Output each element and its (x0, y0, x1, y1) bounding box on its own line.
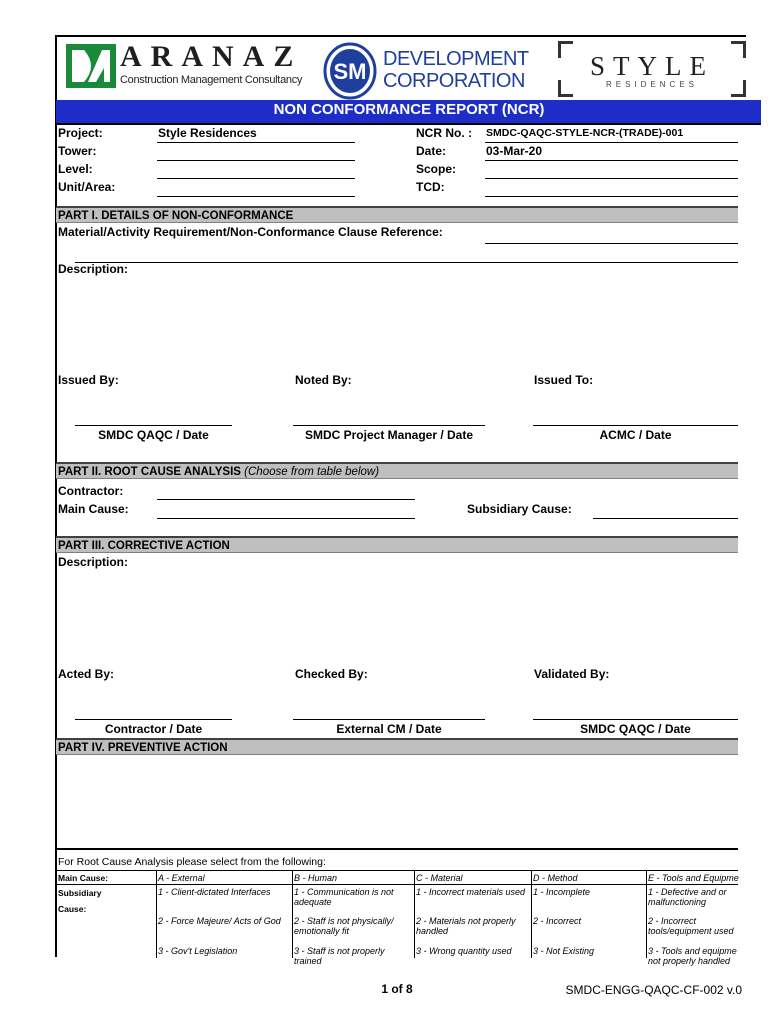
date-value: 03-Mar-20 (486, 144, 543, 158)
aranaz-logo (66, 40, 303, 92)
sm-development-logo (323, 42, 529, 100)
rc-cell-1b: 1 - Communication is not adequate (294, 887, 394, 907)
part4-bottom-rule (56, 848, 738, 850)
rc-cell-2e: 2 - Incorrect tools/equipment used (648, 916, 734, 936)
noted-by-label: Noted By: (295, 373, 352, 387)
unit-area-label: Unit/Area: (58, 180, 116, 194)
frame-left (55, 35, 57, 957)
rc-cell-1e: 1 - Defective and or malfunctioning (648, 887, 727, 907)
part3-sig1-line (75, 719, 232, 720)
project-label: Project: (58, 126, 103, 140)
style-name: STYLE (590, 51, 714, 81)
rc-header-b: B - Human (294, 873, 338, 883)
aranaz-name: ARANAZ (120, 40, 303, 73)
rc-subsidiary-label-1: Subsidiary (58, 888, 102, 898)
rc-cell-2b: 2 - Staff is not physically/ emotionally fit (294, 916, 394, 936)
aranaz-logo-mark (66, 44, 116, 88)
report-title-bar (56, 100, 761, 125)
sm-line1: DEVELOPMENT (383, 48, 529, 70)
main-cause-label: Main Cause: (58, 502, 129, 516)
part2-heading (56, 462, 738, 479)
document-code: SMDC-ENGG-QAQC-CF-002 v.0 (565, 983, 742, 997)
sm-logo-mark (323, 42, 377, 100)
rc-header-d: D - Method (533, 873, 578, 883)
part3-sig2-line (293, 719, 485, 720)
rc-row3-clip (156, 944, 738, 966)
part4-heading: PART IV. PREVENTIVE ACTION (56, 738, 738, 755)
rc-header-e: E - Tools and Equipme (648, 873, 739, 883)
project-value: Style Residences (158, 126, 257, 140)
date-underline (485, 160, 738, 161)
part1-description-label: Description: (58, 262, 129, 276)
rc-cell-2a: 2 - Force Majeure/ Acts of God (158, 916, 281, 926)
svg-text:SM: SM (333, 59, 367, 84)
rc-top-rule (56, 870, 738, 871)
rc-cell-1a: 1 - Client-dictated Interfaces (158, 887, 271, 897)
subsidiary-cause-label: Subsidiary Cause: (467, 502, 572, 516)
rc-header-c: C - Material (416, 873, 463, 883)
checked-by-label: Checked By: (295, 667, 368, 681)
unit-area-underline (157, 196, 355, 197)
rc-cell-3e: 3 - Tools and equipme not properly handled (648, 946, 737, 966)
rc-cell-1c: 1 - Incorrect materials used (416, 887, 526, 897)
scope-underline (485, 178, 738, 179)
tcd-underline (485, 196, 738, 197)
part3-description-label: Description: (58, 555, 129, 569)
part3-sig3-caption: SMDC QAQC / Date (580, 722, 691, 736)
subsidiary-cause-underline (593, 518, 738, 519)
contractor-underline (157, 499, 415, 500)
part2-heading-text: PART II. ROOT CAUSE ANALYSIS (58, 466, 241, 478)
rc-cell-3d: 3 - Not Existing (533, 946, 595, 956)
part1-sig3-line (533, 425, 738, 426)
tcd-label: TCD: (416, 180, 445, 194)
part1-heading: PART I. DETAILS OF NON-CONFORMANCE (56, 206, 738, 223)
part1-sig3-caption: ACMC / Date (599, 428, 672, 442)
rc-cell-2d: 2 - Incorrect (533, 916, 582, 926)
clause-reference-label: Material/Activity Requirement/Non-Conformance Clause Reference: (58, 225, 443, 239)
rc-cell-3c: 3 - Wrong quantity used (416, 946, 512, 956)
part1-sig1-caption: SMDC QAQC / Date (98, 428, 209, 442)
page-number: 1 of 8 (381, 982, 413, 996)
rc-header-rule (56, 884, 738, 885)
rc-main-cause-label: Main Cause: (58, 873, 109, 883)
acted-by-label: Acted By: (58, 667, 115, 681)
rc-header-a: A - External (158, 873, 205, 883)
tower-label: Tower: (58, 144, 97, 158)
part3-sig3-line (533, 719, 738, 720)
part2-heading-note: (Choose from table below) (244, 466, 380, 478)
ncr-no-value: SMDC-QAQC-STYLE-NCR-(TRADE)-001 (486, 127, 684, 139)
level-label: Level: (58, 162, 93, 176)
rc-cell-3a: 3 - Gov't Legislation (158, 946, 238, 956)
main-cause-underline (157, 518, 415, 519)
ncr-no-label: NCR No. : (416, 126, 472, 140)
clause-underline-2 (75, 262, 738, 263)
clause-underline-1 (485, 243, 738, 244)
style-residences-logo (558, 41, 746, 97)
issued-to-label: Issued To: (534, 373, 594, 387)
sm-line2: CORPORATION (383, 70, 525, 92)
part3-heading: PART III. CORRECTIVE ACTION (56, 536, 738, 553)
part1-sig1-line (75, 425, 232, 426)
level-underline (157, 178, 355, 179)
tower-underline (157, 160, 355, 161)
part3-sig1-caption: Contractor / Date (104, 722, 203, 736)
root-cause-intro: For Root Cause Analysis please select from the following: (58, 856, 326, 868)
scope-label: Scope: (416, 162, 457, 176)
project-underline (157, 142, 355, 143)
rc-subsidiary-label-2: Cause: (58, 904, 87, 914)
frame-top (56, 35, 746, 37)
aranaz-tagline: Construction Management Consultancy (120, 74, 303, 86)
rc-cell-3b: 3 - Staff is not properly trained (294, 946, 385, 966)
rc-cell-2c: 2 - Materials not properly handled (416, 916, 516, 936)
validated-by-label: Validated By: (534, 667, 610, 681)
part1-sig2-caption: SMDC Project Manager / Date (304, 428, 474, 442)
rc-cell-1d: 1 - Incomplete (533, 887, 591, 897)
report-title: NON CONFORMANCE REPORT (NCR) (273, 101, 545, 118)
issued-by-label: Issued By: (58, 373, 119, 387)
date-label: Date: (416, 144, 447, 158)
part3-sig2-caption: External CM / Date (336, 722, 442, 736)
style-tagline: RESIDENCES (605, 80, 698, 89)
ncr-no-underline (485, 142, 738, 143)
contractor-label: Contractor: (58, 484, 124, 498)
part1-sig2-line (293, 425, 485, 426)
